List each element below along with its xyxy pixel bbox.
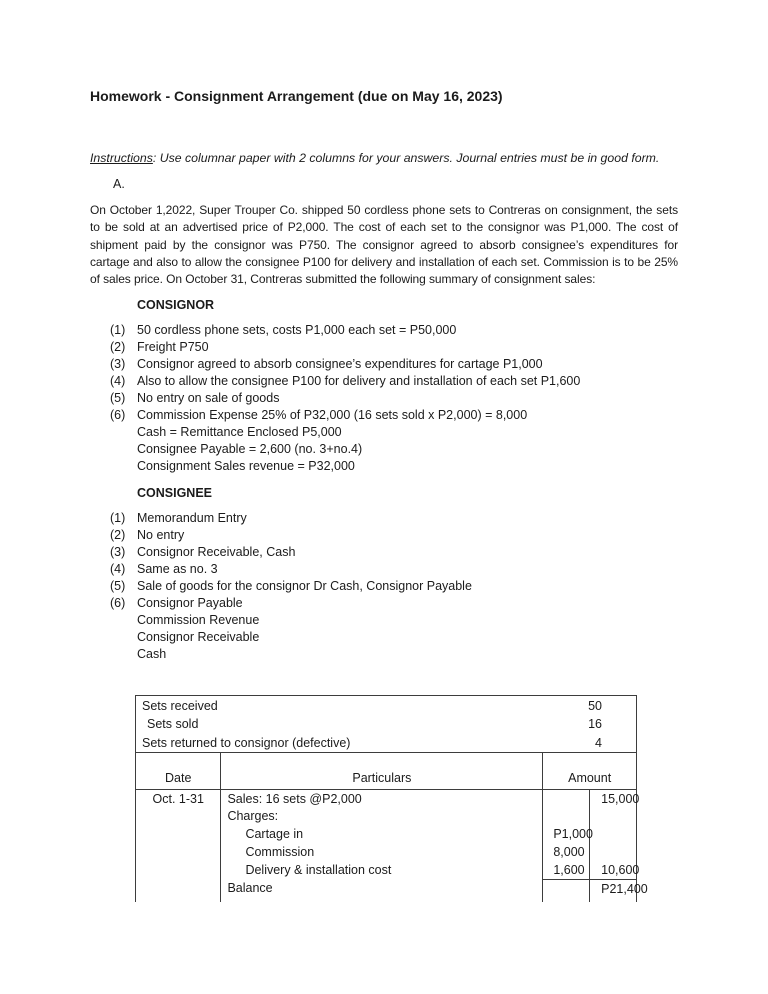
table-row bbox=[136, 825, 637, 843]
consignee-list bbox=[110, 510, 678, 663]
document-title: Homework - Consignment Arrangement (due on May 16, 2023) bbox=[90, 88, 503, 104]
cell-particulars: Balance bbox=[221, 879, 543, 897]
cell-amount-2 bbox=[590, 825, 637, 843]
table-row bbox=[136, 843, 637, 861]
list-item: (1) Memorandum Entry bbox=[110, 511, 247, 526]
cell-date: Oct. 1-31 bbox=[136, 789, 221, 807]
instructions-text: : Use columnar paper with 2 columns for your answers. Journal entries must be in good form. bbox=[152, 151, 660, 165]
tables-section bbox=[135, 695, 678, 902]
cell-particulars: Delivery & installation cost bbox=[221, 861, 543, 879]
list-subline: Consignment Sales revenue = P32,000 bbox=[137, 459, 355, 474]
inventory-summary-table bbox=[135, 695, 637, 753]
table-row bbox=[136, 734, 637, 753]
cell-amount-1 bbox=[543, 879, 590, 897]
table-row bbox=[136, 807, 637, 825]
list-subline: Consignor Receivable bbox=[137, 630, 260, 645]
list-subline: Cash = Remittance Enclosed P5,000 bbox=[137, 425, 342, 440]
summary-label: Sets sold bbox=[147, 717, 199, 732]
list-item: (3) Consignor Receivable, Cash bbox=[110, 545, 296, 560]
summary-value: 16 bbox=[588, 717, 602, 732]
cell-particulars: Charges: bbox=[221, 807, 543, 825]
consignor-heading: CONSIGNOR bbox=[137, 298, 215, 313]
list-item: (3) Consignor agreed to absorb consignee’s expenditures for cartage P1,000 bbox=[110, 357, 543, 372]
column-header-particulars: Particulars bbox=[221, 753, 543, 789]
cell-particulars: Commission bbox=[221, 843, 543, 861]
list-item: (2) No entry bbox=[110, 528, 185, 543]
cell-amount-2 bbox=[590, 843, 637, 861]
list-item: (6) Commission Expense 25% of P32,000 (16 sets sold x P2,000) = 8,000 bbox=[110, 408, 528, 423]
cell-amount-2: 10,600 bbox=[590, 861, 637, 879]
cell-date bbox=[136, 807, 221, 825]
consignee-heading: CONSIGNEE bbox=[137, 486, 213, 501]
cell-particulars: Sales: 16 sets @P2,000 bbox=[221, 789, 543, 807]
cell-amount-2: 15,000 bbox=[590, 789, 637, 807]
cell-amount-1 bbox=[543, 807, 590, 825]
table-cutoff-row bbox=[136, 897, 637, 902]
table-row bbox=[136, 861, 637, 879]
list-item: (6) Consignor Payable bbox=[110, 596, 243, 611]
summary-value: 4 bbox=[595, 736, 602, 751]
table-row bbox=[136, 715, 637, 734]
list-item: (2) Freight P750 bbox=[110, 340, 209, 355]
cell-amount-1: 1,600 bbox=[543, 861, 590, 879]
cell-amount-1 bbox=[543, 789, 590, 807]
summary-label: Sets returned to consignor (defective) bbox=[142, 736, 351, 751]
list-subline: Commission Revenue bbox=[137, 613, 260, 628]
column-header-amount: Amount bbox=[543, 753, 637, 789]
cell-date bbox=[136, 843, 221, 861]
column-header-date: Date bbox=[136, 753, 221, 789]
cell-date bbox=[136, 825, 221, 843]
cell-amount-2 bbox=[590, 807, 637, 825]
summary-value: 50 bbox=[588, 698, 602, 713]
cell-particulars: Cartage in bbox=[221, 825, 543, 843]
table-row bbox=[136, 879, 637, 897]
intro-paragraph: On October 1,2022, Super Trouper Co. shipped 50 cordless phone sets to Contreras on consignment, the sets to be sold at an advertised price of P2,000. The cost of each set to the consignor was P1,000. The cost of shipment paid by the consignor was P750. The consignor agreed to absorb consignee’s expenditures for cartage and also to allow the consignee P100 for delivery and installation of each set. Commission is to be 25% of sales price. On October 31, Contreras submitted the following summary of consignment sales: bbox=[90, 203, 678, 287]
list-item: (4) Also to allow the consignee P100 for delivery and installation of each set P1,600 bbox=[110, 374, 581, 389]
list-subline: Cash bbox=[137, 647, 167, 662]
account-sales-table bbox=[135, 753, 648, 902]
instructions-label: Instructions bbox=[90, 151, 153, 165]
instructions-line bbox=[90, 150, 678, 167]
list-item: (5) No entry on sale of goods bbox=[110, 391, 280, 406]
consignor-list bbox=[110, 322, 678, 475]
cell-date bbox=[136, 879, 221, 897]
cell-amount-1: 8,000 bbox=[543, 843, 590, 861]
section-letter: A. bbox=[113, 177, 125, 191]
table-header-row bbox=[136, 753, 637, 789]
table-row bbox=[136, 696, 637, 715]
list-item: (5) Sale of goods for the consignor Dr Cash, Consignor Payable bbox=[110, 579, 472, 594]
summary-label: Sets received bbox=[142, 698, 218, 713]
list-subline: Consignee Payable = 2,600 (no. 3+no.4) bbox=[137, 442, 363, 457]
cell-amount-1: P 1,000 bbox=[543, 825, 590, 843]
cell-date bbox=[136, 861, 221, 879]
list-item: (4) Same as no. 3 bbox=[110, 562, 218, 577]
cell-amount-2: P 21,400 bbox=[590, 879, 637, 897]
table-row bbox=[136, 789, 637, 807]
list-item: (1) 50 cordless phone sets, costs P1,000 each set = P50,000 bbox=[110, 323, 457, 338]
